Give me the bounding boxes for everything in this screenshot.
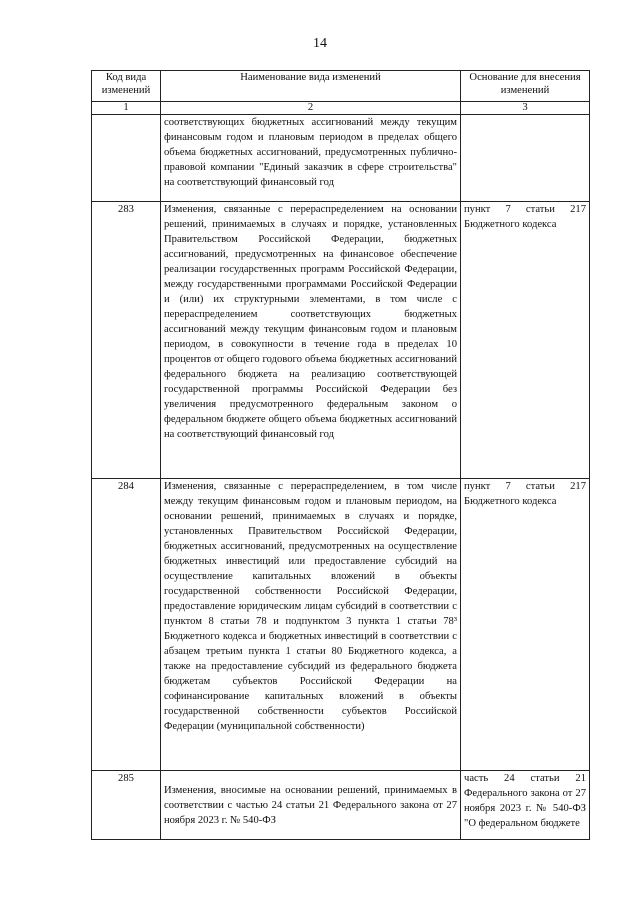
column-number-1: 1 [92, 102, 161, 115]
table-row [92, 771, 590, 840]
row-description: Изменения, связанные с перераспределением, в том числе между текущим финансовым годом и плановым периодом, на основании решений, принимаемых в случаях и порядке, установленных Правительством Российской Федерации, бюджетных ассигнований, предусмотренных на осуществление бюджетных инвестиций или предоставление субсидий на осуществление капитальных вложений в объекты государственной собственности Российской Федерации, предоставление юридическим лицам субсидий в соответствии с пунктом 8 статьи 78 и подпунктом 3 пункта 1 статьи 78³ Бюджетного кодекса и бюджетных инвестиций в соответствии с абзацем третьим пункта 1 статьи 80 Бюджетного кодекса, а также на предоставление субсидий из федерального бюджета бюджетам субъектов Российской Федерации на софинансирование капитальных вложений в объекты государственной собственности субъектов Российской Федерации (муниципальной собственности) [161, 479, 461, 771]
column-number-3: 3 [461, 102, 590, 115]
row-basis [461, 115, 590, 202]
row-code: 285 [92, 771, 161, 840]
header-code: Код вида изменений [92, 71, 161, 102]
header-name: Наименование вида изменений [161, 71, 461, 102]
table-row [92, 202, 590, 479]
header-basis: Основание для внесения изменений [461, 71, 590, 102]
row-description: соответствующих бюджетных ассигнований между текущим финансовым годом и плановым периодом в пределах общего объема бюджетных ассигнований, предусмотренных публично-правовой компании "Единый заказчик в сфере строительства" на соответствующий финансовый год [161, 115, 461, 202]
row-description: Изменения, связанные с перераспределением на основании решений, принимаемых в случаях и порядке, установленных Правительством Российской Федерации, бюджетных ассигнований, предусмотренных на финансовое обеспечение реализации государственных программ Российской Федерации, между государственными программами Российской Федерации и (или) их структурными элементами, в том числе с перераспределением соответствующих бюджетных ассигнований между текущим финансовым годом и плановым периодом, в совокупности в течение года в пределах 10 процентов от общего годового объема бюджетных ассигнований федерального бюджета на реализацию соответствующей государственной программы Российской Федерации без увеличения предусмотренного федеральным законом о федеральном бюджете общего объема бюджетных ассигнований на соответствующий финансовый год [161, 202, 461, 479]
row-basis: часть 24 статьи 21 Федерального закона от 27 ноября 2023 г. № 540-ФЗ "О федеральном бюджете [461, 771, 590, 840]
row-code: 283 [92, 202, 161, 479]
budget-changes-table [91, 70, 590, 840]
column-number-row [92, 102, 590, 115]
row-description: Изменения, вносимые на основании решений, принимаемых в соответствии с частью 24 статьи 21 Федерального закона от 27 ноября 2023 г. № 540-ФЗ [161, 771, 461, 840]
table-header-row [92, 71, 590, 102]
row-basis: пункт 7 статьи 217 Бюджетного кодекса [461, 479, 590, 771]
row-basis: пункт 7 статьи 217 Бюджетного кодекса [461, 202, 590, 479]
table-row [92, 479, 590, 771]
table-row [92, 115, 590, 202]
row-code [92, 115, 161, 202]
column-number-2: 2 [161, 102, 461, 115]
page-number: 14 [313, 36, 327, 51]
row-code: 284 [92, 479, 161, 771]
